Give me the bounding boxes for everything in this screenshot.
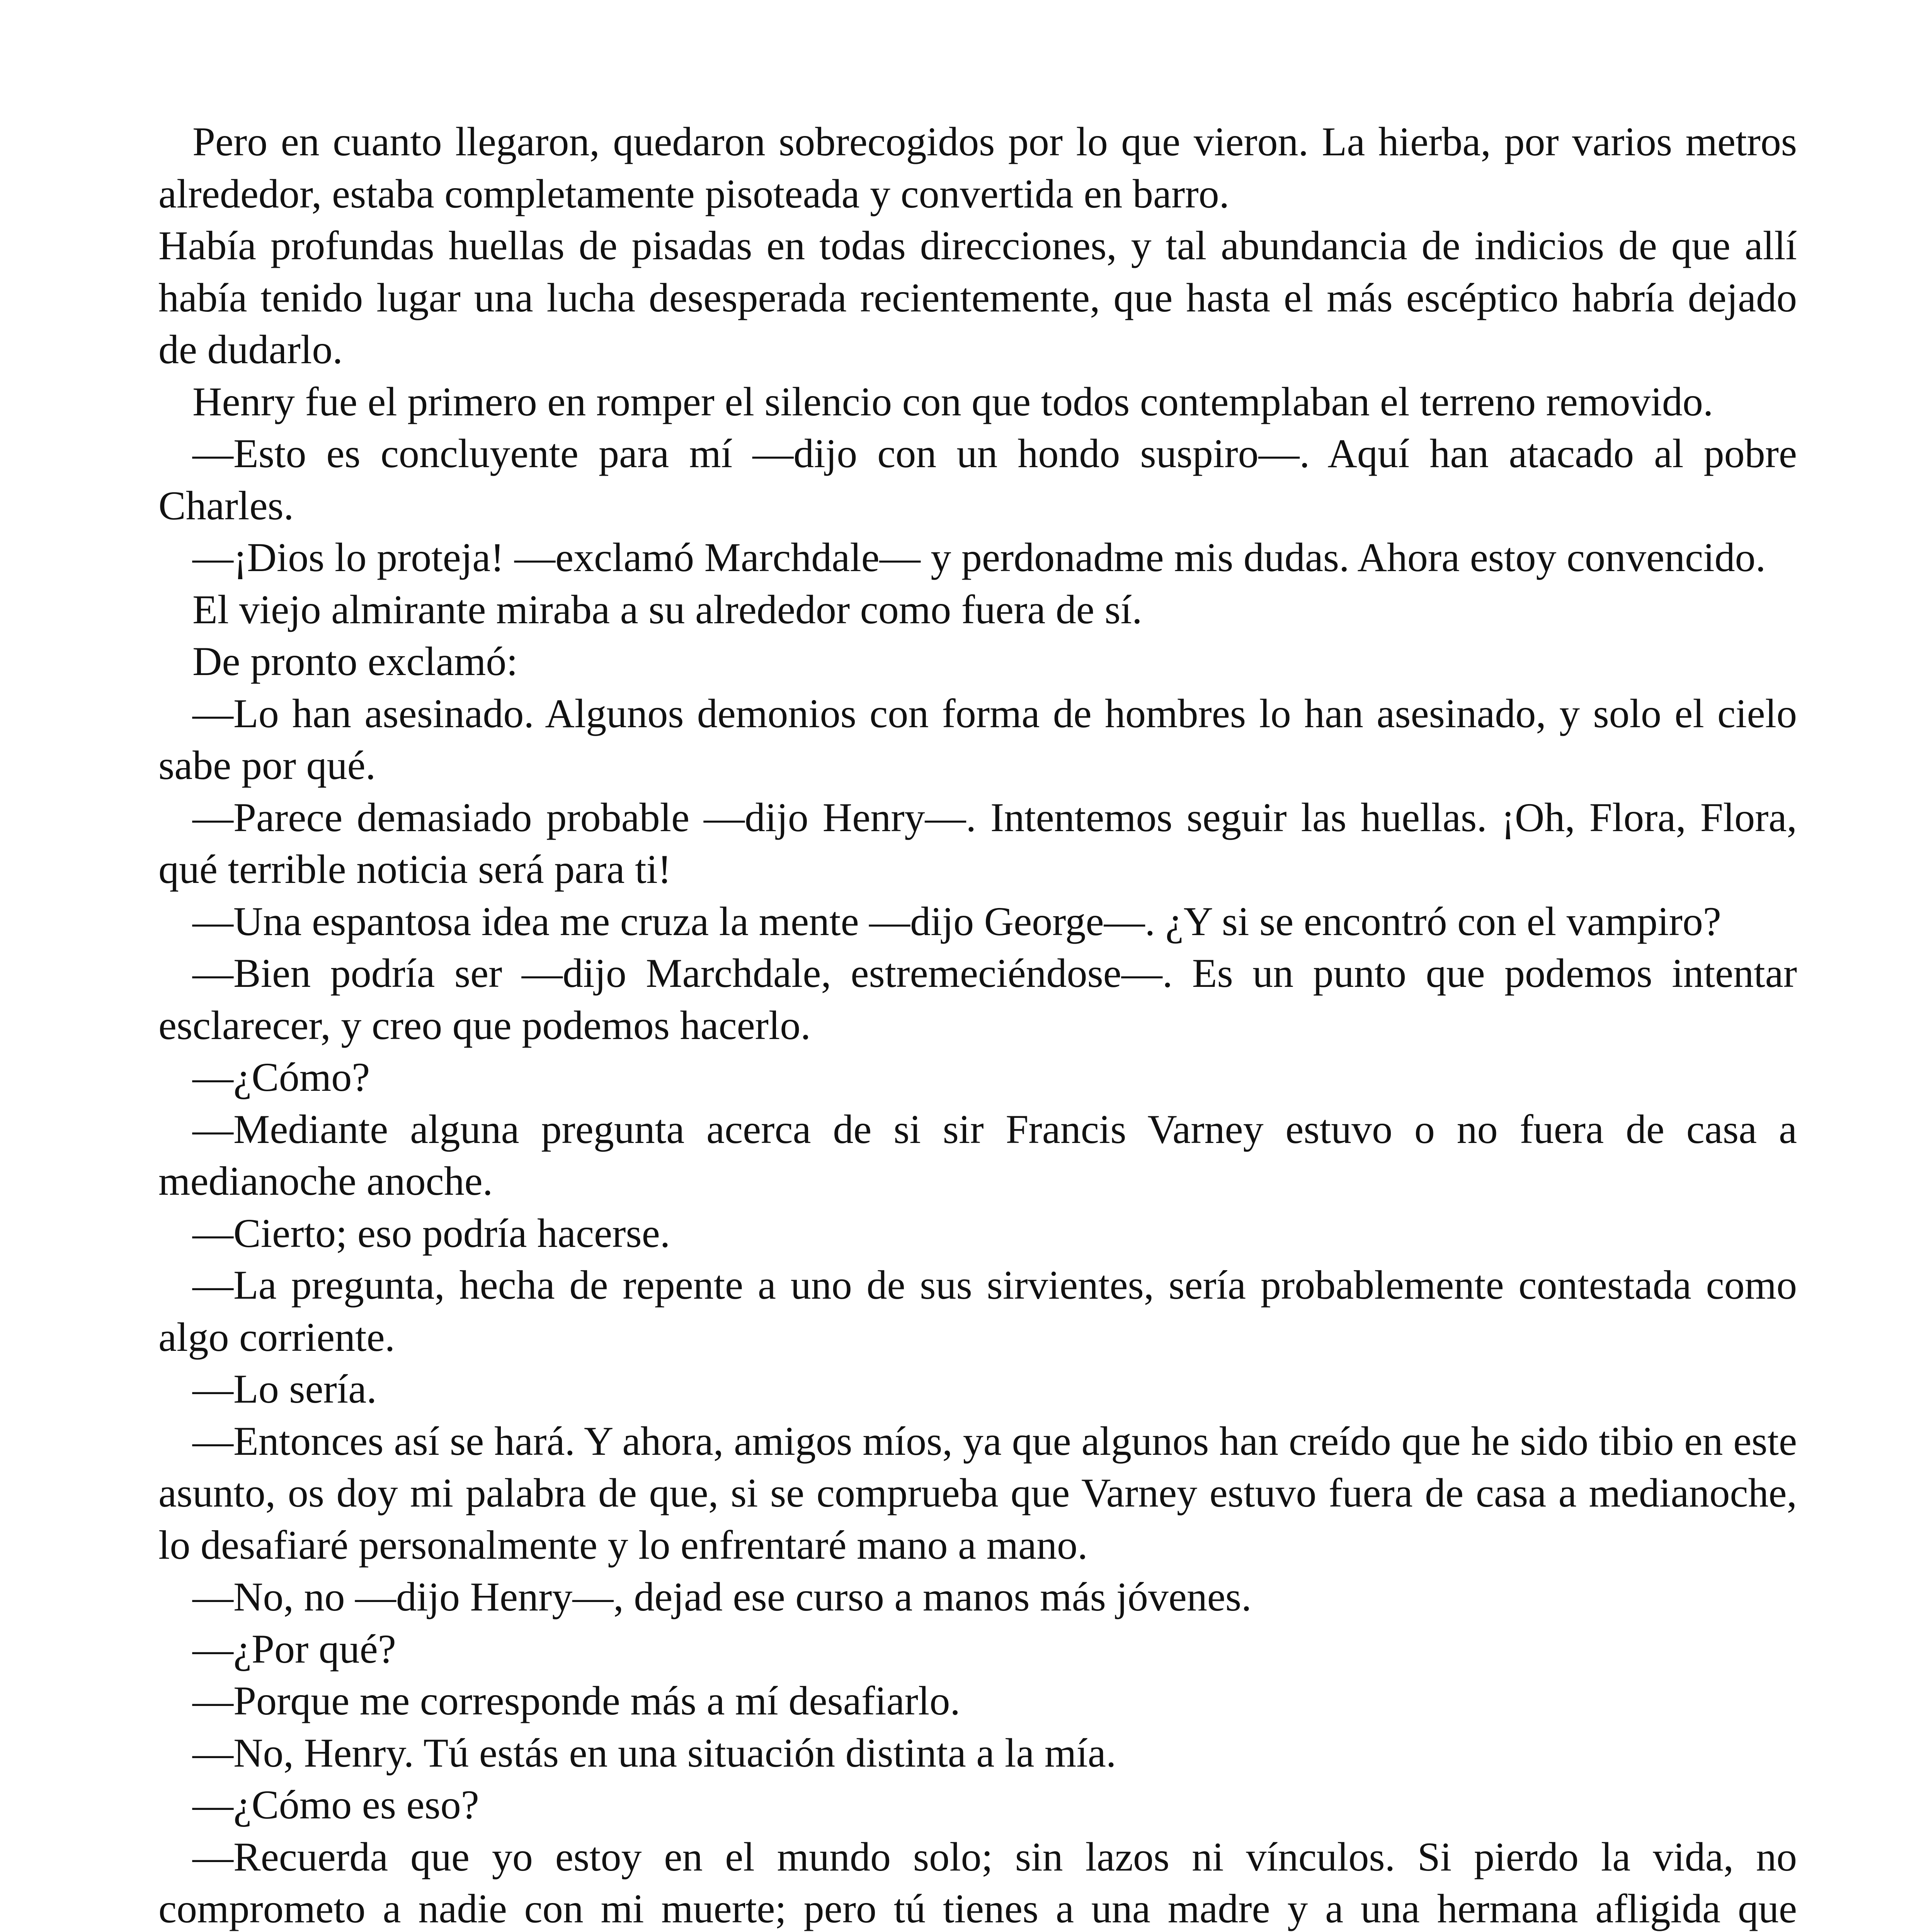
paragraph: —Porque me corresponde más a mí desafiarlo. [192, 1678, 960, 1723]
paragraph: De pronto exclamó: [192, 639, 518, 684]
paragraph: —Recuerda que yo estoy en el mundo solo; sin lazos ni vínculos. Si pierdo la vida, no comprometo a nadie con mi muerte; pero tú tienes a una madre y a una hermana afligida que [158, 1834, 1797, 1931]
paragraph: —Entonces así se hará. Y ahora, amigos míos, ya que algunos han creído que he sido tibio en este asunto, os doy mi palabra de que, si se comprueba que Varney estuvo fuera de casa a medianoche, lo desafiaré personalmente y lo enfrentaré mano a mano. [158, 1418, 1797, 1568]
paragraph: —¡Dios lo proteja! —exclamó Marchdale— y perdonadme mis dudas. Ahora estoy convencido. [192, 535, 1766, 580]
paragraph: Había profundas huellas de pisadas en todas direcciones, y tal abundancia de indicios de que allí había tenido lugar una lucha desesperada recientemente, que hasta el más escéptico habría dejado de dudarlo. [158, 223, 1797, 372]
paragraph: —Lo han asesinado. Algunos demonios con forma de hombres lo han asesinado, y solo el cielo sabe por qué. [158, 690, 1797, 788]
paragraph: —No, Henry. Tú estás en una situación distinta a la mía. [192, 1730, 1116, 1776]
paragraph: —Parece demasiado probable —dijo Henry—. Intentemos seguir las huellas. ¡Oh, Flora, Flora, qué terrible noticia será para ti! [158, 794, 1797, 892]
book-page-text [158, 116, 1797, 1932]
paragraph: Pero en cuanto llegaron, quedaron sobrecogidos por lo que vieron. La hierba, por varios metros alrededor, estaba completamente pisoteada y convertida en barro. [158, 119, 1797, 216]
paragraph: —No, no —dijo Henry—, dejad ese curso a manos más jóvenes. [192, 1574, 1252, 1619]
paragraph: —La pregunta, hecha de repente a uno de sus sirvientes, sería probablemente contestada como algo corriente. [158, 1262, 1797, 1360]
paragraph: —Cierto; eso podría hacerse. [192, 1210, 670, 1256]
paragraph: —¿Por qué? [192, 1626, 396, 1672]
paragraph: Henry fue el primero en romper el silencio con que todos contemplaban el terreno removido. [192, 379, 1714, 424]
paragraph: —Esto es concluyente para mí —dijo con un hondo suspiro—. Aquí han atacado al pobre Charles. [158, 431, 1797, 528]
paragraph: —Bien podría ser —dijo Marchdale, estremeciéndose—. Es un punto que podemos intentar esclarecer, y creo que podemos hacerlo. [158, 951, 1797, 1048]
paragraph: —¿Cómo es eso? [192, 1782, 479, 1827]
paragraph: —Lo sería. [192, 1366, 377, 1412]
paragraph: —Una espantosa idea me cruza la mente —dijo George—. ¿Y si se encontró con el vampiro? [192, 898, 1721, 944]
paragraph: —Mediante alguna pregunta acerca de si sir Francis Varney estuvo o no fuera de casa a medianoche anoche. [158, 1106, 1797, 1204]
paragraph: —¿Cómo? [192, 1054, 370, 1100]
paragraph: El viejo almirante miraba a su alrededor como fuera de sí. [192, 587, 1142, 632]
